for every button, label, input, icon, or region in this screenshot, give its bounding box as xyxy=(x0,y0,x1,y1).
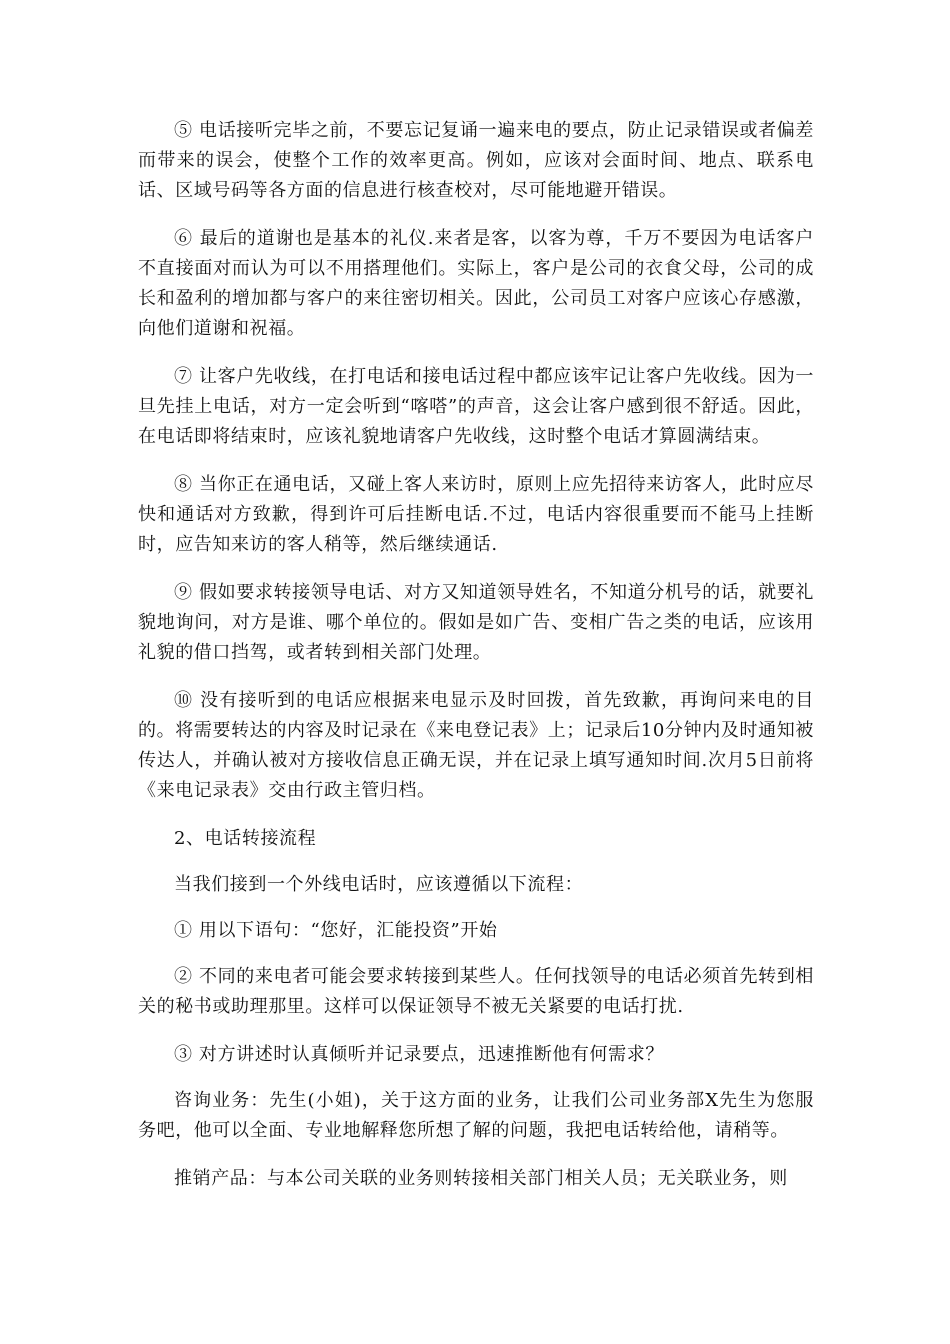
section-heading: 2、电话转接流程 xyxy=(174,828,317,849)
paragraph-intro: 当我们接到一个外线电话时，应该遵循以下流程： xyxy=(174,874,584,895)
consulting-business: 咨询业务：先生(小姐)，关于这方面的业务，让我们公司业务部X先生为您服务吧，他可以全面、专业地解释您所想了解的问题，我把电话转给他，请稍等。 xyxy=(138,1090,814,1141)
document-body xyxy=(138,116,814,1212)
product-promotion: 推销产品：与本公司关联的业务则转接相关部门相关人员；无关联业务，则 xyxy=(174,1168,788,1189)
paragraph-item-8: ⑧ 当你正在通电话，又碰上客人来访时，原则上应先招待来访客人，此时应尽快和通话对方致歉，得到许可后挂断电话.不过，电话内容很重要而不能马上挂断时，应告知来访的客人稍等，然后继续通话. xyxy=(138,474,814,555)
paragraph-item-9: ⑨ 假如要求转接领导电话、对方又知道领导姓名，不知道分机号的话，就要礼貌地询问，对方是谁、哪个单位的。假如是如广告、变相广告之类的电话，应该用礼貌的借口挡驾，或者转到相关部门处理。 xyxy=(138,582,814,663)
step-3: ③ 对方讲述时认真倾听并记录要点，迅速推断他有何需求？ xyxy=(174,1044,664,1065)
step-2: ② 不同的来电者可能会要求转接到某些人。任何找领导的电话必须首先转到相关的秘书或助理那里。这样可以保证领导不被无关紧要的电话打扰. xyxy=(138,966,814,1017)
paragraph-item-10: ⑩ 没有接听到的电话应根据来电显示及时回拨，首先致歉，再询问来电的目的。将需要转达的内容及时记录在《来电登记表》上；记录后10分钟内及时通知被传达人，并确认被对方接收信息正确无误，并在记录上填写通知时间.次月5日前将《来电记录表》交由行政主管归档。 xyxy=(138,690,814,801)
paragraph-item-6: ⑥ 最后的道谢也是基本的礼仪.来者是客，以客为尊，千万不要因为电话客户不直接面对而认为可以不用搭理他们。实际上，客户是公司的衣食父母，公司的成长和盈利的增加都与客户的来往密切相关。因此，公司员工对客户应该心存感激，向他们道谢和祝福。 xyxy=(138,228,814,339)
paragraph-item-7: ⑦ 让客户先收线，在打电话和接电话过程中都应该牢记让客户先收线。因为一旦先挂上电话，对方一定会听到“喀嗒”的声音，这会让客户感到很不舒适。因此，在电话即将结束时，应该礼貌地请客户先收线，这时整个电话才算圆满结束。 xyxy=(138,366,814,447)
paragraph-item-5: ⑤ 电话接听完毕之前，不要忘记复诵一遍来电的要点，防止记录错误或者偏差而带来的误会，使整个工作的效率更高。例如，应该对会面时间、地点、联系电话、区域号码等各方面的信息进行核查校对，尽可能地避开错误。 xyxy=(138,120,814,201)
step-1: ① 用以下语句：“您好，汇能投资”开始 xyxy=(174,920,498,941)
